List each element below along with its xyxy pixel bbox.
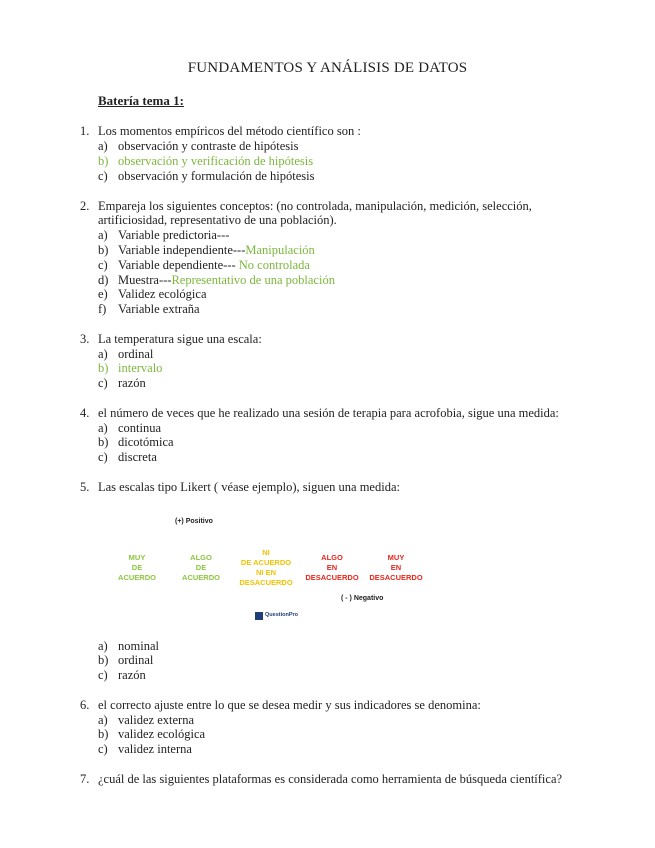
likert-positive-label: (+) Positivo: [175, 518, 213, 525]
option: c) razón: [98, 668, 146, 682]
question-number: 2.: [80, 199, 90, 213]
question-text-cont: artificiosidad, representativo de una población).: [98, 213, 337, 227]
question-number: 5.: [80, 480, 90, 494]
question-text: La temperatura sigue una escala:: [98, 332, 262, 346]
option: b) Variable independiente---Manipulación: [98, 243, 315, 257]
question-text: Los momentos empíricos del método científico son :: [98, 124, 361, 138]
question-number: 6.: [80, 698, 90, 712]
likert-item-muy-de-acuerdo: MUY DE ACUERDO: [118, 553, 156, 582]
likert-negative-label: ( - ) Negativo: [341, 595, 384, 602]
option: a) Variable predictoria---: [98, 228, 230, 242]
question-text: Las escalas tipo Likert ( véase ejemplo), siguen una medida:: [98, 480, 400, 494]
option: c) Variable dependiente--- No controlada: [98, 258, 310, 272]
question-text: el correcto ajuste entre lo que se desea medir y sus indicadores se denomina:: [98, 698, 481, 712]
option-correct: b) observación y verificación de hipótesis: [98, 154, 314, 168]
option: f) Variable extraña: [98, 302, 200, 316]
option: c) razón: [98, 376, 146, 390]
option: a) ordinal: [98, 347, 154, 361]
question-text: el número de veces que he realizado una sesión de terapia para acrofobia, sigue una medida:: [98, 406, 559, 420]
option: c) validez interna: [98, 742, 192, 756]
option-correct: b) intervalo: [98, 361, 163, 375]
option: b) validez ecológica: [98, 727, 206, 741]
questionpro-logo-text: QuestionPro: [265, 612, 299, 618]
option: d) Muestra---Representativo de una población: [98, 273, 335, 287]
questionpro-logo-icon: [255, 612, 263, 620]
option: e) Validez ecológica: [98, 287, 207, 301]
question-number: 3.: [80, 332, 90, 346]
question-text: Empareja los siguientes conceptos: (no controlada, manipulación, medición, selección,: [98, 199, 532, 213]
question-number: 4.: [80, 406, 90, 420]
option: a) continua: [98, 421, 162, 435]
option: a) validez externa: [98, 713, 194, 727]
option: c) observación y formulación de hipótesis: [98, 169, 315, 183]
section-heading: Batería tema 1:: [98, 93, 184, 108]
likert-item-algo-en-desacuerdo: ALGO EN DESACUERDO: [305, 553, 359, 582]
likert-item-neutral: NI DE ACUERDO NI EN DESACUERDO: [239, 548, 293, 587]
page-title: FUNDAMENTOS Y ANÁLISIS DE DATOS: [187, 60, 468, 76]
likert-item-algo-de-acuerdo: ALGO DE ACUERDO: [182, 553, 220, 582]
option: b) ordinal: [98, 653, 154, 667]
option: b) dicotómica: [98, 435, 174, 449]
question-number: 7.: [80, 772, 90, 786]
option: a) observación y contraste de hipótesis: [98, 139, 299, 153]
question-number: 1.: [80, 124, 90, 138]
option: a) nominal: [98, 639, 159, 653]
likert-item-muy-en-desacuerdo: MUY EN DESACUERDO: [369, 553, 423, 582]
question-text: ¿cuál de las siguientes plataformas es considerada como herramienta de búsqueda científica?: [98, 772, 563, 786]
option: c) discreta: [98, 450, 157, 464]
